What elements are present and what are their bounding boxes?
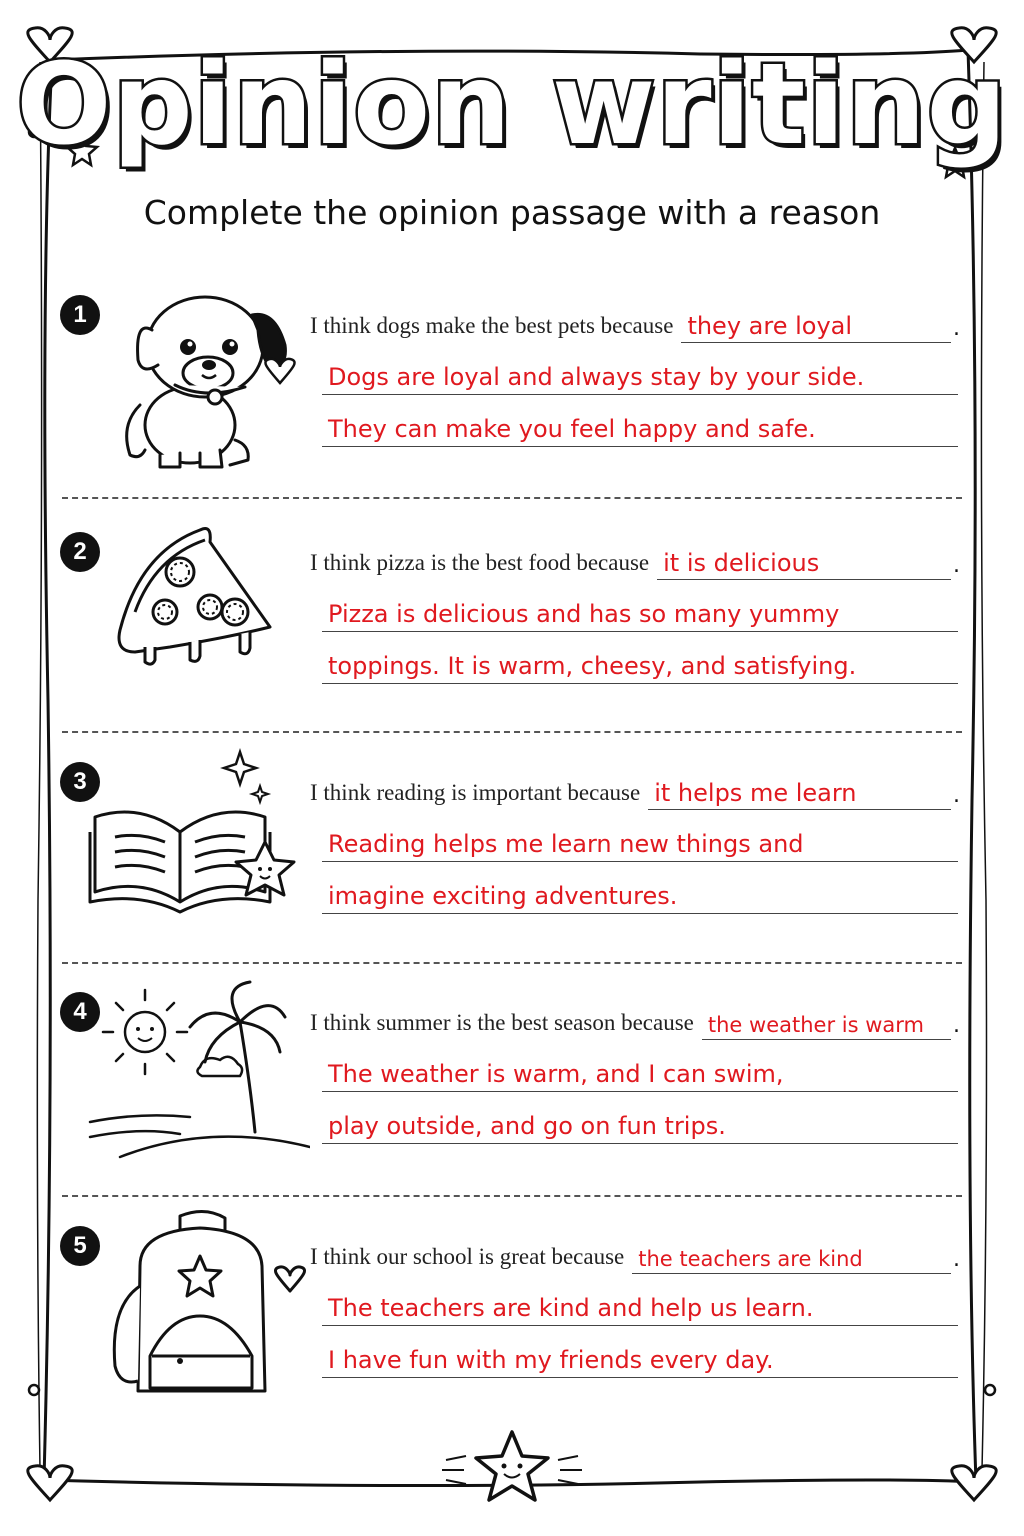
pizza-slice-icon	[80, 512, 310, 712]
period: .	[953, 1013, 960, 1038]
prompt-row	[310, 540, 960, 580]
prompt-row	[310, 303, 960, 343]
period: .	[953, 553, 960, 578]
prompt-text: I think reading is important because	[310, 780, 641, 805]
answer-line-2[interactable]: toppings. It is warm, cheesy, and satisfying.	[322, 644, 958, 684]
beach-sun-palm-icon	[80, 972, 310, 1172]
answer-line-2[interactable]: I have fun with my friends every day.	[322, 1338, 958, 1378]
answer-line-1[interactable]: Reading helps me learn new things and	[322, 822, 958, 862]
dashed-divider	[62, 1195, 962, 1197]
answer-line-1[interactable]: The weather is warm, and I can swim,	[322, 1052, 958, 1092]
dashed-divider	[62, 962, 962, 964]
answer-line-1[interactable]: Pizza is delicious and has so many yummy	[322, 592, 958, 632]
question-item	[60, 295, 960, 515]
prompt-text: I think our school is great because	[310, 1244, 625, 1269]
answer-line-2[interactable]: imagine exciting adventures.	[322, 874, 958, 914]
prompt-row	[310, 770, 960, 810]
period: .	[953, 783, 960, 808]
question-number: 5	[60, 1226, 100, 1266]
open-book-icon	[80, 742, 310, 942]
dashed-divider	[62, 497, 962, 499]
question-number: 1	[60, 295, 100, 335]
answer-line-1[interactable]: The teachers are kind and help us learn.	[322, 1286, 958, 1326]
question-item	[60, 1226, 960, 1446]
answer-line-1[interactable]: Dogs are loyal and always stay by your side.	[322, 355, 958, 395]
worksheet-subtitle: Complete the opinion passage with a reason	[143, 193, 881, 232]
backpack-icon	[80, 1206, 310, 1406]
blank-answer[interactable]: the teachers are kind	[632, 1247, 951, 1274]
prompt-text: I think dogs make the best pets because	[310, 313, 674, 338]
blank-answer[interactable]: the weather is warm	[702, 1013, 951, 1040]
question-item	[60, 992, 960, 1212]
prompt-row	[310, 1234, 960, 1274]
blank-answer[interactable]: it is delicious	[657, 549, 951, 580]
question-number: 4	[60, 992, 100, 1032]
worksheet-title: Opinion writing	[16, 40, 1008, 170]
prompt-text: I think pizza is the best food because	[310, 550, 650, 575]
prompt-row	[310, 1000, 960, 1040]
prompt-text: I think summer is the best season because	[310, 1010, 694, 1035]
question-number: 2	[60, 532, 100, 572]
question-item	[60, 532, 960, 752]
blank-answer[interactable]: they are loyal	[681, 312, 951, 343]
period: .	[953, 316, 960, 341]
puppy-icon	[80, 275, 310, 475]
answer-line-2[interactable]: play outside, and go on fun trips.	[322, 1104, 958, 1144]
question-number: 3	[60, 762, 100, 802]
period: .	[953, 1247, 960, 1272]
blank-answer[interactable]: it helps me learn	[648, 779, 951, 810]
dashed-divider	[62, 731, 962, 733]
question-item	[60, 762, 960, 982]
answer-line-2[interactable]: They can make you feel happy and safe.	[322, 407, 958, 447]
